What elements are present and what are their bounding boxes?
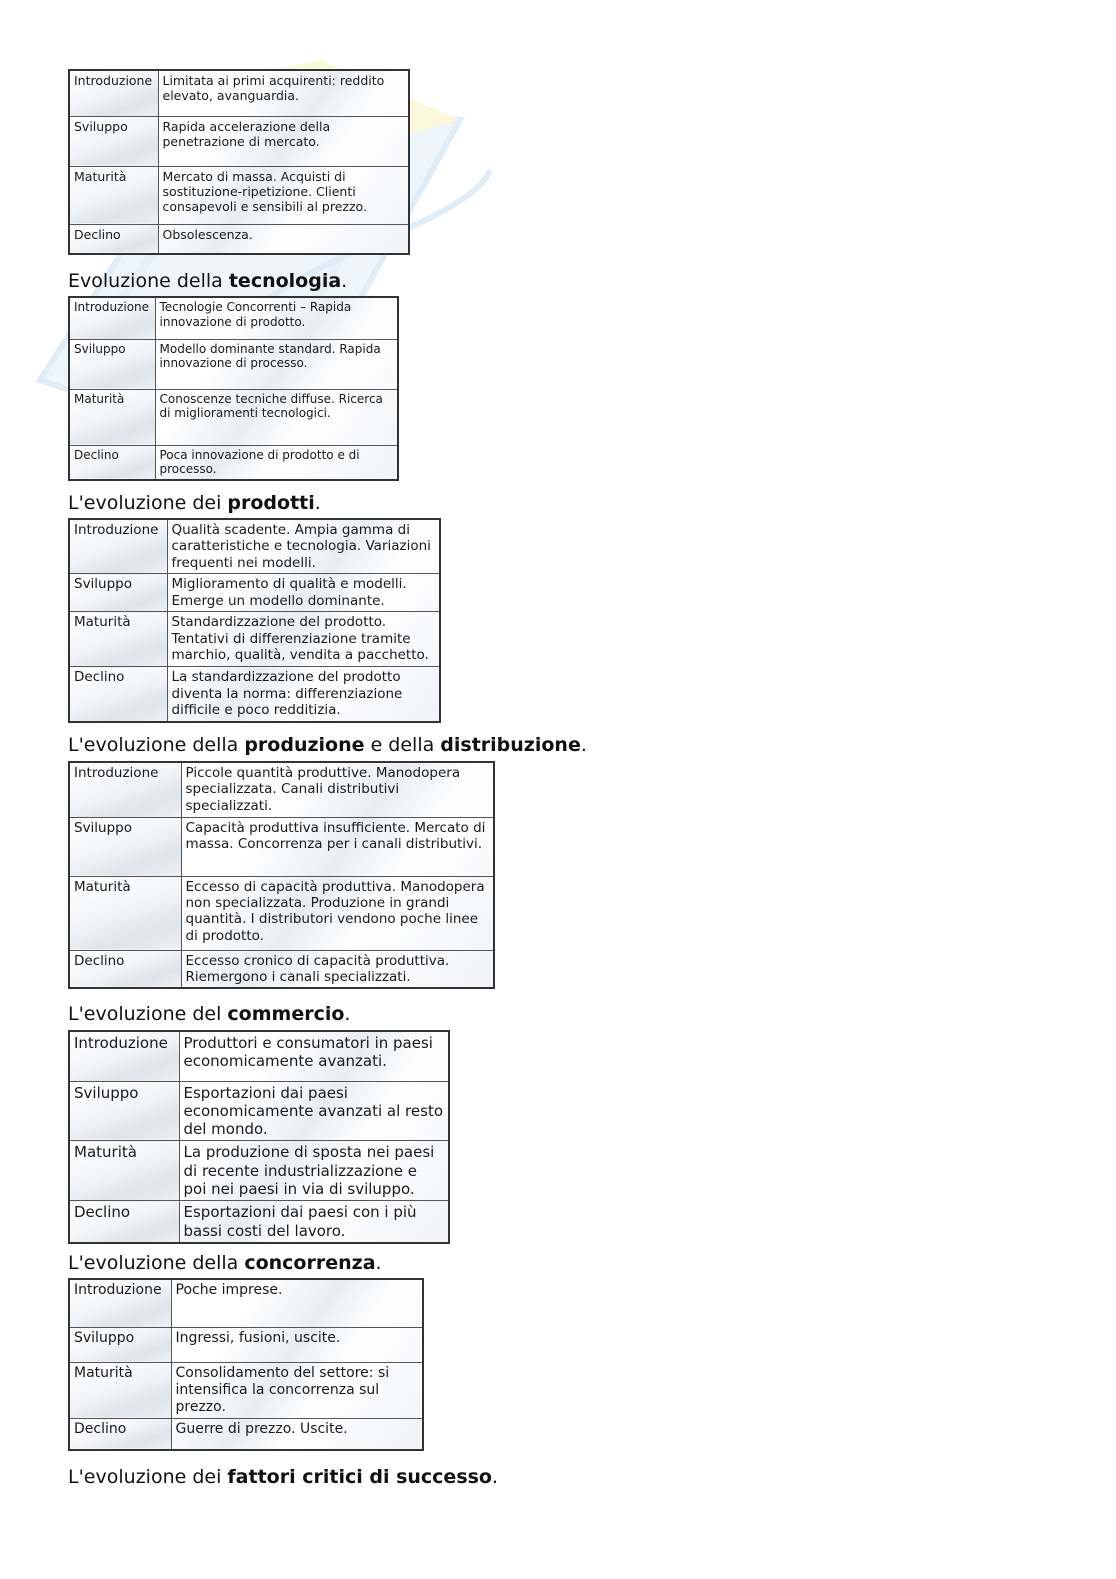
stage-description: Qualità scadente. Ampia gamma di caratteristiche e tecnologia. Variazioni frequenti nei modelli. [167, 519, 440, 574]
table-row [69, 70, 409, 116]
stage-label: Sviluppo [69, 116, 158, 166]
table-row [69, 116, 409, 166]
table-row [69, 1279, 423, 1327]
table-row [69, 574, 440, 612]
stage-description: Tecnologie Concorrenti – Rapida innovazione di prodotto. [155, 297, 398, 339]
stage-description: Obsolescenza. [158, 224, 409, 254]
stage-label: Declino [69, 950, 181, 988]
table-row [69, 950, 494, 988]
stage-label: Maturità [69, 389, 155, 445]
table-row [69, 1081, 449, 1141]
stage-description: Conoscenze tecniche diffuse. Ricerca di miglioramenti tecnologici. [155, 389, 398, 445]
stage-label: Maturità [69, 612, 167, 667]
stage-description: Eccesso di capacità produttiva. Manodopera non specializzata. Produzione in grandi quantità. I distributori vendono poche linee di prodotto. [181, 876, 494, 950]
stage-label: Sviluppo [69, 339, 155, 389]
table-row [69, 612, 440, 667]
table-row [69, 1327, 423, 1362]
stage-label: Declino [69, 667, 167, 722]
stage-label: Introduzione [69, 762, 181, 817]
stage-description: Limitata ai primi acquirenti: reddito elevato, avanguardia. [158, 70, 409, 116]
stage-label: Maturità [69, 1141, 179, 1201]
stage-label: Introduzione [69, 519, 167, 574]
table-row [69, 297, 398, 339]
stage-label: Maturità [69, 876, 181, 950]
stage-table-prodotti [68, 518, 441, 723]
stage-description: La produzione di sposta nei paesi di recente industrializzazione e poi nei paesi in via di sviluppo. [179, 1141, 449, 1201]
stage-description: Guerre di prezzo. Uscite. [171, 1418, 423, 1450]
table-row [69, 1141, 449, 1201]
table-row [69, 1031, 449, 1081]
final-heading: L'evoluzione dei fattori critici di successo. [68, 1466, 499, 1488]
table-row [69, 519, 440, 574]
stage-label: Maturità [69, 1362, 171, 1418]
stage-description: Capacità produttiva insufficiente. Mercato di massa. Concorrenza per i canali distributivi. [181, 817, 494, 876]
section-heading: L'evoluzione dei prodotti. [68, 492, 321, 514]
table-row [69, 224, 409, 254]
stage-label: Declino [69, 1201, 179, 1243]
section-heading: Evoluzione della tecnologia. [68, 270, 348, 292]
table-row [69, 876, 494, 950]
table-row [69, 445, 398, 480]
stage-table-commercio [68, 1030, 450, 1244]
stage-description: Ingressi, fusioni, uscite. [171, 1327, 423, 1362]
table-row [69, 166, 409, 224]
stage-description: Piccole quantità produttive. Manodopera specializzata. Canali distributivi specializzati. [181, 762, 494, 817]
stage-label: Sviluppo [69, 817, 181, 876]
table-row [69, 817, 494, 876]
table-row [69, 1418, 423, 1450]
section-heading: L'evoluzione del commercio. [68, 1003, 351, 1025]
stage-description: Consolidamento del settore: si intensifica la concorrenza sul prezzo. [171, 1362, 423, 1418]
stage-table-tecnologia [68, 296, 399, 481]
table-row [69, 389, 398, 445]
stage-label: Declino [69, 224, 158, 254]
stage-label: Introduzione [69, 1279, 171, 1327]
section-heading: L'evoluzione della produzione e della distribuzione. [68, 734, 587, 756]
stage-label: Sviluppo [69, 1327, 171, 1362]
stage-label: Introduzione [69, 297, 155, 339]
table-row [69, 667, 440, 722]
stage-label: Sviluppo [69, 574, 167, 612]
stage-description: Produttori e consumatori in paesi economicamente avanzati. [179, 1031, 449, 1081]
stage-label: Sviluppo [69, 1081, 179, 1141]
stage-label: Declino [69, 445, 155, 480]
stage-description: Miglioramento di qualità e modelli. Emerge un modello dominante. [167, 574, 440, 612]
stage-description: La standardizzazione del prodotto diventa la norma: differenziazione difficile e poco redditizia. [167, 667, 440, 722]
table-row [69, 1201, 449, 1243]
table-row [69, 1362, 423, 1418]
stage-description: Modello dominante standard. Rapida innovazione di processo. [155, 339, 398, 389]
stage-description: Poche imprese. [171, 1279, 423, 1327]
stage-description: Poca innovazione di prodotto e di processo. [155, 445, 398, 480]
stage-table-produzione [68, 761, 495, 989]
stage-label: Introduzione [69, 70, 158, 116]
stage-table-concorrenza [68, 1278, 424, 1451]
stage-description: Eccesso cronico di capacità produttiva. Riemergono i canali specializzati. [181, 950, 494, 988]
section-heading: L'evoluzione della concorrenza. [68, 1252, 382, 1274]
stage-description: Standardizzazione del prodotto. Tentativi di differenziazione tramite marchio, qualità, vendita a pacchetto. [167, 612, 440, 667]
stage-description: Esportazioni dai paesi economicamente avanzati al resto del mondo. [179, 1081, 449, 1141]
stage-label: Declino [69, 1418, 171, 1450]
stage-description: Rapida accelerazione della penetrazione di mercato. [158, 116, 409, 166]
table-row [69, 762, 494, 817]
stage-description: Esportazioni dai paesi con i più bassi costi del lavoro. [179, 1201, 449, 1243]
stage-label: Maturità [69, 166, 158, 224]
stage-description: Mercato di massa. Acquisti di sostituzione-ripetizione. Clienti consapevoli e sensibili al prezzo. [158, 166, 409, 224]
stage-label: Introduzione [69, 1031, 179, 1081]
table-row [69, 339, 398, 389]
stage-table-consumatori [68, 69, 410, 255]
